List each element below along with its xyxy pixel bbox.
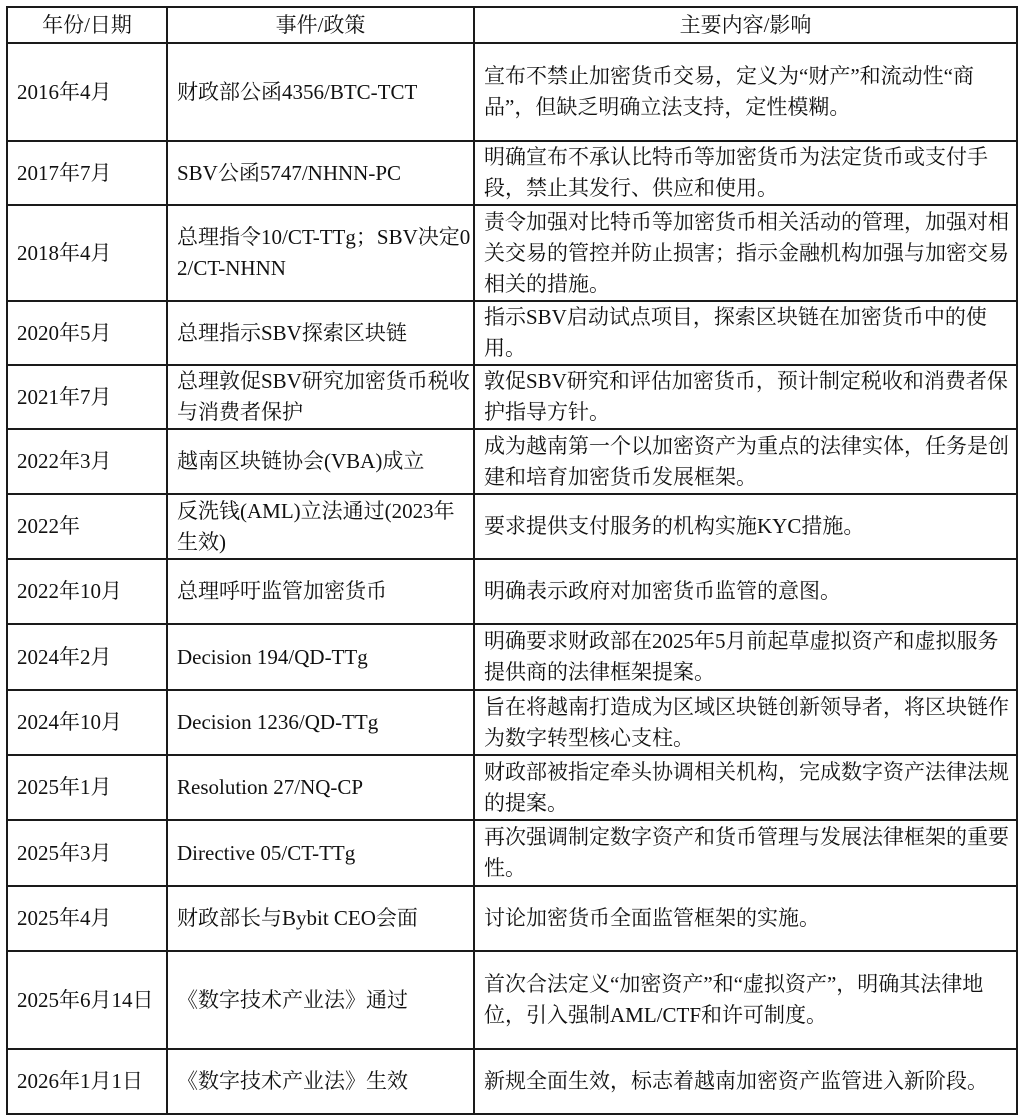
table-row [7, 365, 1017, 429]
date-cell: 2016年4月 [7, 43, 167, 141]
date-cell: 2022年3月 [7, 429, 167, 494]
table-row [7, 755, 1017, 820]
date-cell: 2025年6月14日 [7, 951, 167, 1049]
table-row [7, 141, 1017, 205]
impact-cell: 明确宣布不承认比特币等加密货币为法定货币或支付手段，禁止其发行、供应和使用。 [474, 141, 1017, 205]
event-cell: 反洗钱(AML)立法通过(2023年生效) [167, 494, 474, 559]
table-row [7, 301, 1017, 365]
event-cell: 总理指令10/CT-TTg；SBV决定02/CT-NHNN [167, 205, 474, 301]
impact-cell: 旨在将越南打造成为区域区块链创新领导者，将区块链作为数字转型核心支柱。 [474, 690, 1017, 755]
header-event: 事件/政策 [167, 7, 474, 43]
date-cell: 2025年4月 [7, 886, 167, 951]
event-cell: 《数字技术产业法》通过 [167, 951, 474, 1049]
date-cell: 2021年7月 [7, 365, 167, 429]
impact-cell: 要求提供支付服务的机构实施KYC措施。 [474, 494, 1017, 559]
date-cell: 2025年3月 [7, 820, 167, 886]
event-cell: SBV公函5747/NHNN-PC [167, 141, 474, 205]
table-row [7, 1049, 1017, 1114]
impact-cell: 宣布不禁止加密货币交易，定义为“财产”和流动性“商品”，但缺乏明确立法支持，定性模糊。 [474, 43, 1017, 141]
table-row [7, 429, 1017, 494]
table-row [7, 559, 1017, 624]
impact-cell: 讨论加密货币全面监管框架的实施。 [474, 886, 1017, 951]
date-cell: 2025年1月 [7, 755, 167, 820]
event-cell: 越南区块链协会(VBA)成立 [167, 429, 474, 494]
event-cell: 财政部长与Bybit CEO会面 [167, 886, 474, 951]
date-cell: 2018年4月 [7, 205, 167, 301]
impact-cell: 成为越南第一个以加密资产为重点的法律实体，任务是创建和培育加密货币发展框架。 [474, 429, 1017, 494]
impact-cell: 明确要求财政部在2025年5月前起草虚拟资产和虚拟服务提供商的法律框架提案。 [474, 624, 1017, 690]
impact-cell: 首次合法定义“加密资产”和“虚拟资产”，明确其法律地位，引入强制AML/CTF和许可制度。 [474, 951, 1017, 1049]
event-cell: 总理呼吁监管加密货币 [167, 559, 474, 624]
impact-cell: 责令加强对比特币等加密货币相关活动的管理，加强对相关交易的管控并防止损害；指示金融机构加强与加密交易相关的措施。 [474, 205, 1017, 301]
impact-cell: 新规全面生效，标志着越南加密资产监管进入新阶段。 [474, 1049, 1017, 1114]
event-cell: Decision 1236/QD-TTg [167, 690, 474, 755]
date-cell: 2017年7月 [7, 141, 167, 205]
impact-cell: 指示SBV启动试点项目，探索区块链在加密货币中的使用。 [474, 301, 1017, 365]
impact-cell: 再次强调制定数字资产和货币管理与发展法律框架的重要性。 [474, 820, 1017, 886]
event-cell: Decision 194/QD-TTg [167, 624, 474, 690]
header-row [7, 7, 1017, 43]
table-row [7, 886, 1017, 951]
event-cell: 总理敦促SBV研究加密货币税收与消费者保护 [167, 365, 474, 429]
table-row [7, 951, 1017, 1049]
event-cell: 财政部公函4356/BTC-TCT [167, 43, 474, 141]
date-cell: 2020年5月 [7, 301, 167, 365]
header-impact: 主要内容/影响 [474, 7, 1017, 43]
event-cell: Resolution 27/NQ-CP [167, 755, 474, 820]
date-cell: 2024年2月 [7, 624, 167, 690]
impact-cell: 敦促SBV研究和评估加密货币，预计制定税收和消费者保护指导方针。 [474, 365, 1017, 429]
event-cell: Directive 05/CT-TTg [167, 820, 474, 886]
date-cell: 2026年1月1日 [7, 1049, 167, 1114]
date-cell: 2024年10月 [7, 690, 167, 755]
table-row [7, 820, 1017, 886]
table-row [7, 494, 1017, 559]
event-cell: 《数字技术产业法》生效 [167, 1049, 474, 1114]
regulation-timeline-table [6, 6, 1018, 1115]
table-row [7, 205, 1017, 301]
impact-cell: 财政部被指定牵头协调相关机构，完成数字资产法律法规的提案。 [474, 755, 1017, 820]
event-cell: 总理指示SBV探索区块链 [167, 301, 474, 365]
table-row [7, 624, 1017, 690]
date-cell: 2022年10月 [7, 559, 167, 624]
table-row [7, 43, 1017, 141]
impact-cell: 明确表示政府对加密货币监管的意图。 [474, 559, 1017, 624]
header-date: 年份/日期 [7, 7, 167, 43]
table-row [7, 690, 1017, 755]
date-cell: 2022年 [7, 494, 167, 559]
